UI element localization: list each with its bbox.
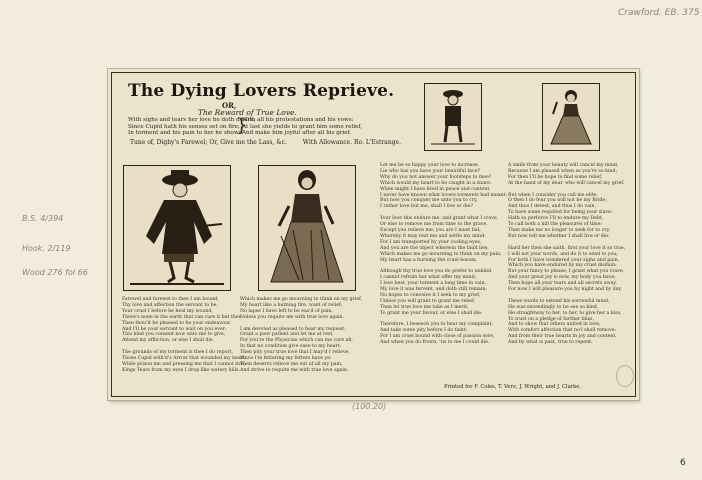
catalogue-reference: Crawford. EB. 375 <box>618 8 700 18</box>
margin-note-2: Hook. 2/119 <box>22 244 71 253</box>
library-stamp <box>616 365 634 387</box>
text-column-1: Farewel and farewel to thee I am bound, Thy love and affection the servant to be, Your cruel I before he heal my wound, There's none in the earth that can cure it but thee: Then thou'lt be pleased to be your endeavour, And I'll be your servant to wait on you ever; This kind you consent now unto me to give, Attend my affliction, or else I shall die. The grounds of my torment is thee I do report, Those Cupid with'd's Arrow that wounded my heart, While prison me and pressing me that I cannot live, Kings Tears from my eyes I drop like watery hills. <box>122 297 247 373</box>
woodcut-gentleman <box>123 165 231 291</box>
woodcut-small-gentleman <box>424 83 482 151</box>
text-column-3: Let me be so happy your love to increase, Lie who has you have your beautiful face? Why do you not answer your footsteps to mee? Which would my heart to be caught in a snare: When might I have lived in peace and content, I never have known what lovers torments had meant; But now you conquer me unto you to cry, I rather love but me, shall I live or die? Your love this endure me, and grant what I crave, Or else to remove me from time to the grave, Except you relieve me, you are I must fail; Whereby it may rest me and settle my mind: For I am transported by your cooling eyes, And you are the object whereon the fault lies; Which makes me go mourning to think on my pain, My heart has a burning the cruel bosom. Although thy true love you do prefer to unkind, I cannot refrain but what offer my mind; I love best, your torment a long time in vain, My love it was fervent, and doth still remain; No hopes to conceive it I seek to my grief, Unless you will grant to grant me relief, Then let true love me take as I merit, To grant me your favour, or else I shall die. Therefore, I beseech you to hear my complaint, And take some pity before I do faint; For I am cruel bound with close of passion sore, And when you do frown, 'tis to me I could die. <box>380 163 508 346</box>
ballad-subtitle: The Reward of True Love. <box>198 108 297 117</box>
woodcut-lady <box>258 165 356 291</box>
margin-note-3: Wood 276 fol 66 <box>22 268 88 277</box>
page-number: 6 <box>680 458 686 468</box>
argument-verse-right: With all his protestations and his vows: At last she yields to grant him some relief, And make him joyful after all his grief. <box>242 117 363 137</box>
ballad-title: The Dying Lovers Reprieve. <box>128 81 395 101</box>
imprint-line: Printed for F. Coles, T. Vere, J. Wright, and J. Clarke. <box>444 384 582 390</box>
brace: } <box>236 115 248 136</box>
tune-line: Tune of, Digby's Farewel; Or, Give me the Lass, &c. With Allowance. Ro. L'Estrange. <box>130 139 401 146</box>
broadside-sheet <box>108 69 639 400</box>
margin-note-1: B.S. 4/394 <box>22 214 64 223</box>
ballad-or: OR, <box>222 101 237 110</box>
woodcut-small-lady <box>542 83 600 151</box>
text-column-2: Which makes me go mourning to think on my grief, My heart like a burning fire, want of relief; No lapse I have left to be eas'd of pain, Unless you requite me with true love again. I am devoted as pleased to hear my request, Grant a poor patient and let me at rest, For you're the Physician which can me cure all, In that no condition give ease to my heart: Then pity your true love that I may'd I relieve, Since I'm fettering my fetters have ye: Then deservs relieve me out of all my pain, And strive to requite me with true love again. <box>240 297 363 373</box>
bottom-pencil-note: (100.20) <box>352 402 387 411</box>
argument-verse-left: With sighs and tears her love he doth desire, Since Cupid hath his senses set on fire; In torment and his pain to her he shows, <box>128 117 256 137</box>
text-column-4: A smile from your beauty will cancel my mind, Because I am pleased when as you're so kind; For then I'll be hope to find some relief, At the hand of my dear, who will cancel my grief. But when I consider you call me elite, O then I do fear you will not be my Bride; And thus I detest, and thus I do vain, To have some requited for being your slave: Hath so perforce I'll to endure my Debt, To call both a kill the pleasures of time: Then make me no longer to seek for to cry, But now tell me whether I shall live or die. Hard her then she saith, first your love it so true, I will not your words, and do it to send to you; For both I have wondered your sighs and pain, Which you have endured by my cruel disdain: But your fancy to please, I grant what you crave, And your great joy is now, my body you have; Then hope all your tears and all secrets away, For now I will pleasure you by night and by day. These words to extend his sorrowful mind, He was exceedingly to be see so kind, He straightway to her, to her, to give her a kiss, To trust on a pledge of further bliss, And to show that others united in love, With comfort affection that no'l shall remove: And from their true hearts in joy and content, And by what is past, true to repent. <box>508 163 626 346</box>
